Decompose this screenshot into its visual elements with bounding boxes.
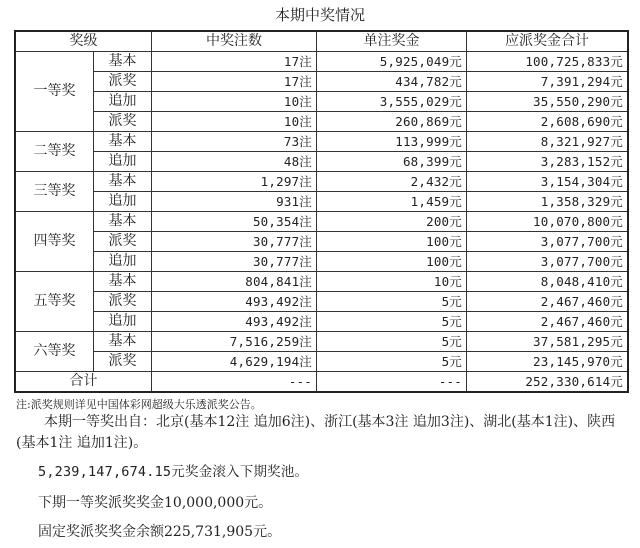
total-prize: 7,391,294元 bbox=[467, 72, 629, 92]
summary-label: 合计 bbox=[15, 372, 152, 393]
unit-prize: 2,432元 bbox=[317, 172, 467, 192]
total-prize: 2,467,460元 bbox=[467, 292, 629, 312]
unit-prize: 1,459元 bbox=[317, 192, 467, 212]
table-row bbox=[15, 212, 628, 232]
winner-count: 10注 bbox=[152, 112, 317, 132]
winner-count: 493,492注 bbox=[152, 292, 317, 312]
total-prize: 8,321,927元 bbox=[467, 132, 629, 152]
total-prize: 3,077,700元 bbox=[467, 232, 629, 252]
prize-type: 追加 bbox=[94, 312, 152, 332]
unit-prize: 5元 bbox=[317, 352, 467, 372]
winner-count: 30,777注 bbox=[152, 232, 317, 252]
table-row bbox=[15, 172, 628, 192]
fixed-bonus-balance-note: 固定奖派奖奖金余额225,731,905元。 bbox=[38, 524, 282, 540]
prize-type: 基本 bbox=[94, 332, 152, 352]
unit-prize: 200元 bbox=[317, 212, 467, 232]
total-prize: 10,070,800元 bbox=[467, 212, 629, 232]
table-header-row bbox=[15, 31, 628, 52]
prize-type: 派奖 bbox=[94, 232, 152, 252]
winner-count: 17注 bbox=[152, 72, 317, 92]
summary-row bbox=[15, 372, 628, 393]
header-count: 中奖注数 bbox=[152, 31, 317, 52]
header-unit-prize: 单注奖金 bbox=[317, 31, 467, 52]
total-prize: 8,048,410元 bbox=[467, 272, 629, 292]
table-row bbox=[15, 192, 628, 212]
page-title: 本期中奖情况 bbox=[274, 6, 365, 24]
prize-level: 一等奖 bbox=[15, 52, 94, 132]
prize-level: 二等奖 bbox=[15, 132, 94, 172]
winner-count: 10注 bbox=[152, 92, 317, 112]
total-prize: 3,154,304元 bbox=[467, 172, 629, 192]
table-row bbox=[15, 252, 628, 272]
total-prize: 2,608,690元 bbox=[467, 112, 629, 132]
winner-count: 931注 bbox=[152, 192, 317, 212]
table-row bbox=[15, 92, 628, 112]
prize-level: 六等奖 bbox=[15, 332, 94, 372]
winner-count: 30,777注 bbox=[152, 252, 317, 272]
unit-prize: 5,925,049元 bbox=[317, 52, 467, 72]
total-prize: 2,467,460元 bbox=[467, 312, 629, 332]
footnote: 注:派奖规则详见中国体彩网超级大乐透派奖公告。 bbox=[16, 398, 262, 411]
prize-type: 派奖 bbox=[94, 292, 152, 312]
summary-total: 252,330,614元 bbox=[467, 372, 629, 393]
prize-table bbox=[14, 30, 629, 393]
unit-prize: 100元 bbox=[317, 232, 467, 252]
total-prize: 35,550,290元 bbox=[467, 92, 629, 112]
prize-type: 派奖 bbox=[94, 352, 152, 372]
unit-prize: 113,999元 bbox=[317, 132, 467, 152]
total-prize: 1,358,329元 bbox=[467, 192, 629, 212]
unit-prize: 5元 bbox=[317, 292, 467, 312]
summary-count: --- bbox=[152, 372, 317, 393]
prize-type: 派奖 bbox=[94, 72, 152, 92]
table-row bbox=[15, 112, 628, 132]
table-row bbox=[15, 232, 628, 252]
table-row bbox=[15, 72, 628, 92]
unit-prize: 5元 bbox=[317, 332, 467, 352]
unit-prize: 100元 bbox=[317, 252, 467, 272]
rollover-note: 5,239,147,674.15元奖金滚入下期奖池。 bbox=[38, 464, 309, 480]
prize-type: 派奖 bbox=[94, 112, 152, 132]
total-prize: 37,581,295元 bbox=[467, 332, 629, 352]
table-row bbox=[15, 332, 628, 352]
table-row bbox=[15, 352, 628, 372]
winner-count: 50,354注 bbox=[152, 212, 317, 232]
prize-type: 追加 bbox=[94, 152, 152, 172]
table-row bbox=[15, 312, 628, 332]
prize-level: 五等奖 bbox=[15, 272, 94, 332]
prize-type: 追加 bbox=[94, 252, 152, 272]
first-prize-origin: 本期一等奖出自：北京(基本12注 追加6注)、浙江(基本3注 追加3注)、湖北(基本1注)、陕西(基本1注 追加1注)。 bbox=[16, 414, 616, 451]
unit-prize: 68,399元 bbox=[317, 152, 467, 172]
unit-prize: 260,869元 bbox=[317, 112, 467, 132]
total-prize: 23,145,970元 bbox=[467, 352, 629, 372]
prize-type: 追加 bbox=[94, 92, 152, 112]
winner-count: 7,516,259注 bbox=[152, 332, 317, 352]
table-row bbox=[15, 132, 628, 152]
table-row bbox=[15, 272, 628, 292]
header-total-prize: 应派奖金合计 bbox=[467, 31, 629, 52]
winner-count: 17注 bbox=[152, 52, 317, 72]
next-bonus-note: 下期一等奖派奖奖金10,000,000元。 bbox=[38, 495, 273, 511]
unit-prize: 434,782元 bbox=[317, 72, 467, 92]
winner-count: 493,492注 bbox=[152, 312, 317, 332]
table-row bbox=[15, 152, 628, 172]
winner-count: 1,297注 bbox=[152, 172, 317, 192]
prize-type: 基本 bbox=[94, 172, 152, 192]
winner-count: 4,629,194注 bbox=[152, 352, 317, 372]
table-row bbox=[15, 292, 628, 312]
winner-count: 73注 bbox=[152, 132, 317, 152]
prize-type: 基本 bbox=[94, 52, 152, 72]
summary-unit: --- bbox=[317, 372, 467, 393]
unit-prize: 5元 bbox=[317, 312, 467, 332]
header-level: 奖级 bbox=[15, 31, 152, 52]
prize-type: 基本 bbox=[94, 212, 152, 232]
total-prize: 100,725,833元 bbox=[467, 52, 629, 72]
table-row bbox=[15, 52, 628, 72]
prize-type: 追加 bbox=[94, 192, 152, 212]
unit-prize: 3,555,029元 bbox=[317, 92, 467, 112]
winner-count: 804,841注 bbox=[152, 272, 317, 292]
prize-type: 基本 bbox=[94, 132, 152, 152]
winner-count: 48注 bbox=[152, 152, 317, 172]
total-prize: 3,283,152元 bbox=[467, 152, 629, 172]
total-prize: 3,077,700元 bbox=[467, 252, 629, 272]
prize-level: 三等奖 bbox=[15, 172, 94, 212]
unit-prize: 10元 bbox=[317, 272, 467, 292]
prize-level: 四等奖 bbox=[15, 212, 94, 272]
prize-type: 基本 bbox=[94, 272, 152, 292]
